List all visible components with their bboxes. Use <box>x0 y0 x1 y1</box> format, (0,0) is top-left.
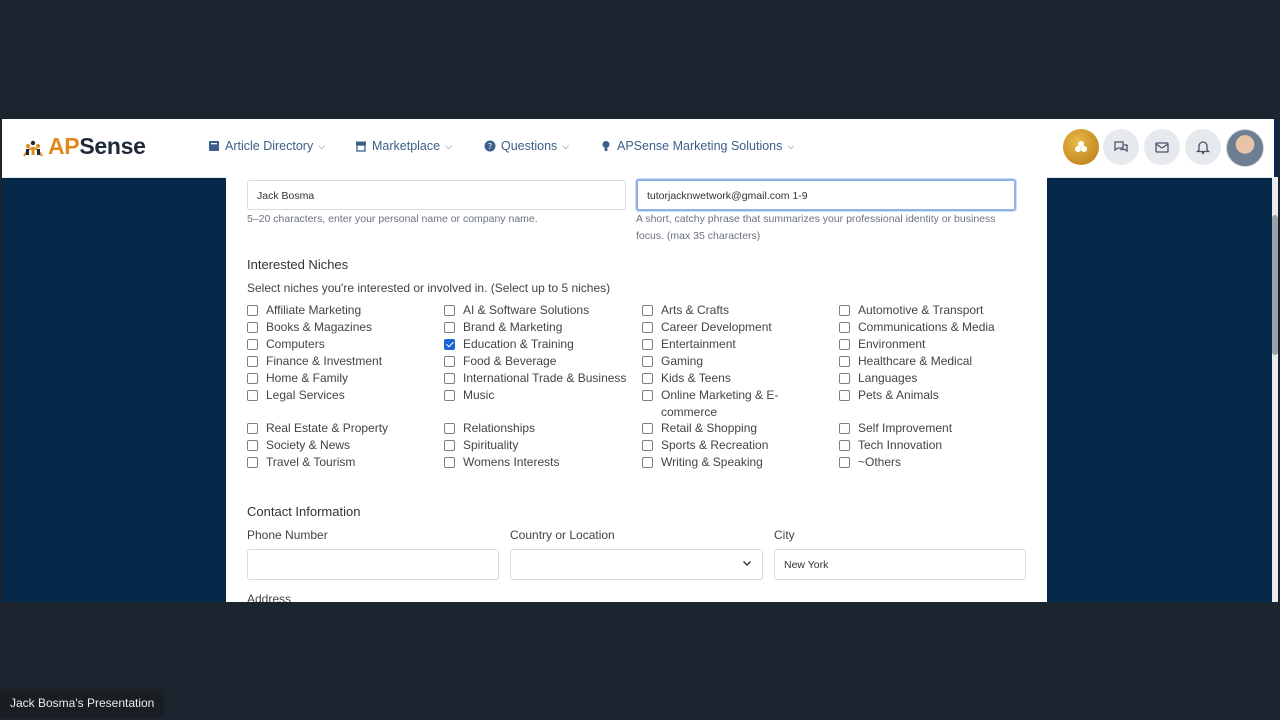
niche-option[interactable] <box>247 387 432 404</box>
niche-option[interactable] <box>642 302 792 319</box>
niche-option[interactable] <box>839 302 1024 319</box>
profile-form <box>226 177 1047 602</box>
country-select[interactable] <box>510 549 763 580</box>
nav-questions[interactable] <box>484 139 569 153</box>
niche-checkbox[interactable] <box>444 356 455 367</box>
chevron-down-icon: ⌵ <box>445 140 452 151</box>
niche-option[interactable] <box>839 336 1024 353</box>
niche-option[interactable] <box>642 387 792 421</box>
niche-label: Sports & Recreation <box>661 438 769 452</box>
niche-checkbox[interactable] <box>642 390 653 401</box>
display-name-hint: 5–20 characters, enter your personal name or company name. <box>247 213 538 225</box>
store-icon <box>355 140 367 152</box>
niche-checkbox[interactable] <box>839 356 850 367</box>
niche-label: Writing & Speaking <box>661 455 763 469</box>
scrollbar-thumb[interactable] <box>1272 215 1278 355</box>
niche-checkbox[interactable] <box>444 390 455 401</box>
niche-checkbox[interactable] <box>839 339 850 350</box>
niche-checkbox[interactable] <box>444 305 455 316</box>
niche-label: Society & News <box>266 438 351 452</box>
niche-label: Finance & Investment <box>266 354 383 368</box>
apps-button[interactable] <box>1063 129 1099 165</box>
chevron-down-icon <box>742 558 752 568</box>
niche-checkbox[interactable] <box>247 322 258 333</box>
niche-option[interactable] <box>839 353 1024 370</box>
niche-checkbox[interactable] <box>839 457 850 468</box>
envelope-icon <box>1154 139 1170 155</box>
niche-checkbox[interactable] <box>247 390 258 401</box>
page-scrollbar[interactable] <box>1272 177 1278 602</box>
niche-label: Online Marketing & E-commerce <box>661 388 779 419</box>
niche-option[interactable] <box>444 420 629 437</box>
niche-option[interactable] <box>642 353 792 370</box>
phone-input[interactable] <box>247 549 499 580</box>
niche-label: Affiliate Marketing <box>266 303 362 317</box>
niche-checkbox[interactable] <box>444 440 455 451</box>
nav-marketing-solutions[interactable] <box>600 139 794 153</box>
niche-label: Self Improvement <box>858 421 953 435</box>
niche-label: Arts & Crafts <box>661 303 730 317</box>
niche-checkbox[interactable] <box>839 305 850 316</box>
niche-checkbox[interactable] <box>444 373 455 384</box>
niche-option[interactable] <box>247 454 432 471</box>
niche-checkbox[interactable] <box>642 373 653 384</box>
niche-checkbox[interactable] <box>247 339 258 350</box>
niche-checkbox[interactable] <box>247 423 258 434</box>
niche-option[interactable] <box>444 454 629 471</box>
chat-button[interactable] <box>1103 129 1139 165</box>
niche-label: AI & Software Solutions <box>463 303 590 317</box>
niche-option[interactable] <box>839 370 1024 387</box>
niche-checkbox[interactable] <box>642 339 653 350</box>
niches-title: Interested Niches <box>247 257 349 272</box>
niche-label: Communications & Media <box>858 320 995 334</box>
niche-checkbox[interactable] <box>839 373 850 384</box>
niche-option[interactable] <box>839 437 1024 454</box>
bell-icon <box>1195 139 1211 155</box>
niche-checkbox[interactable] <box>247 440 258 451</box>
niche-option[interactable] <box>247 370 432 387</box>
presenter-caption: Jack Bosma's Presentation <box>0 689 164 718</box>
niche-checkbox[interactable] <box>642 423 653 434</box>
user-avatar[interactable] <box>1226 129 1264 167</box>
chat-bubbles-icon <box>1113 139 1129 155</box>
niche-label: Career Development <box>661 320 772 334</box>
tagline-hint-line1: A short, catchy phrase that summarizes your professional identity or business <box>636 213 996 225</box>
question-circle-icon <box>484 140 496 152</box>
niche-checkbox[interactable] <box>642 356 653 367</box>
niche-option[interactable] <box>444 319 629 336</box>
nav-article-directory[interactable] <box>208 139 325 153</box>
niche-label: Healthcare & Medical <box>858 354 973 368</box>
niche-label: Computers <box>266 337 325 351</box>
niche-option[interactable] <box>247 336 432 353</box>
country-label: Country or Location <box>510 528 615 542</box>
apsense-logo[interactable] <box>22 133 146 160</box>
cubes-icon <box>1073 139 1089 155</box>
niche-label: Languages <box>858 371 918 385</box>
niche-checkbox[interactable] <box>839 390 850 401</box>
niche-label: Pets & Animals <box>858 388 939 402</box>
niche-label: Travel & Tourism <box>266 455 356 469</box>
niche-label: Environment <box>858 337 926 351</box>
chevron-down-icon: ⌵ <box>562 140 570 151</box>
niches-subtitle: Select niches you're interested or involved in. (Select up to 5 niches) <box>247 281 611 295</box>
niche-label: International Trade & Business <box>463 371 627 385</box>
niche-label: Retail & Shopping <box>661 421 758 435</box>
address-label: Address <box>247 592 292 602</box>
niche-checkbox[interactable] <box>642 305 653 316</box>
niche-option[interactable] <box>444 353 629 370</box>
niche-checkbox[interactable] <box>247 373 258 384</box>
niche-option[interactable] <box>247 420 432 437</box>
nav-label: Marketplace <box>372 139 441 153</box>
niche-option[interactable] <box>247 437 432 454</box>
chevron-down-icon: ⌵ <box>787 140 795 151</box>
niche-option[interactable] <box>839 420 1024 437</box>
niche-label: ~Others <box>858 455 902 469</box>
niche-checkbox[interactable] <box>839 440 850 451</box>
niche-option[interactable] <box>247 302 432 319</box>
niche-checkbox[interactable] <box>444 423 455 434</box>
nav-label: APSense Marketing Solutions <box>617 139 783 153</box>
niche-label: Tech Innovation <box>858 438 943 452</box>
display-name-input[interactable]: Jack Bosma <box>247 180 626 210</box>
city-input[interactable]: New York <box>774 549 1026 580</box>
phone-label: Phone Number <box>247 528 328 542</box>
nav-marketplace[interactable] <box>355 139 452 153</box>
niche-label: Music <box>463 388 495 402</box>
niche-checkbox[interactable] <box>247 457 258 468</box>
contact-title: Contact Information <box>247 504 361 519</box>
niche-label: Relationships <box>463 421 536 435</box>
niche-checkbox[interactable] <box>839 322 850 333</box>
niche-option[interactable] <box>444 437 629 454</box>
niche-label: Real Estate & Property <box>266 421 389 435</box>
city-label: City <box>774 528 795 542</box>
tagline-hint-line2: focus. (max 35 characters) <box>636 230 761 242</box>
niche-label: Home & Family <box>266 371 349 385</box>
niche-label: Books & Magazines <box>266 320 373 334</box>
niche-label: Food & Beverage <box>463 354 557 368</box>
niche-label: Legal Services <box>266 388 345 402</box>
niche-option[interactable] <box>444 302 629 319</box>
niche-checkbox[interactable] <box>642 440 653 451</box>
niche-checkbox[interactable] <box>444 457 455 468</box>
niche-checkbox[interactable] <box>247 305 258 316</box>
niche-checkbox[interactable] <box>444 322 455 333</box>
niche-checkbox[interactable] <box>642 322 653 333</box>
niche-label: Entertainment <box>661 337 736 351</box>
top-navbar <box>2 119 1274 178</box>
niche-option[interactable] <box>642 437 792 454</box>
niche-checkbox[interactable] <box>247 356 258 367</box>
niche-option[interactable] <box>247 319 432 336</box>
svg-text:?: ? <box>487 142 493 151</box>
niche-option[interactable] <box>444 387 629 404</box>
niche-option[interactable] <box>642 336 792 353</box>
logo-people-icon <box>22 136 44 158</box>
chevron-down-icon: ⌵ <box>318 140 326 151</box>
niche-option[interactable] <box>247 353 432 370</box>
niche-option[interactable] <box>839 454 1024 471</box>
niche-label: Gaming <box>661 354 704 368</box>
niche-label: Education & Training <box>463 337 574 351</box>
niche-label: Brand & Marketing <box>463 320 563 334</box>
niche-checkbox[interactable] <box>642 457 653 468</box>
niche-label: Automotive & Transport <box>858 303 984 317</box>
messages-button[interactable] <box>1144 129 1180 165</box>
niche-option[interactable] <box>839 319 1024 336</box>
niche-option[interactable] <box>642 420 792 437</box>
niche-option[interactable] <box>444 336 629 353</box>
niche-label: Womens Interests <box>463 455 560 469</box>
niche-option[interactable] <box>642 370 792 387</box>
book-icon <box>208 140 220 152</box>
niche-option[interactable] <box>642 454 792 471</box>
browser-viewport <box>2 119 1278 602</box>
niche-checkbox[interactable] <box>839 423 850 434</box>
tagline-input[interactable]: tutorjacknwetwork@gmail.com 1-9 <box>636 179 1016 211</box>
nav-label: Article Directory <box>225 139 314 153</box>
nav-label: Questions <box>501 139 558 153</box>
lightbulb-icon <box>600 140 612 152</box>
niche-option[interactable] <box>642 319 792 336</box>
niche-checkbox[interactable] <box>444 339 455 350</box>
niche-label: Spirituality <box>463 438 519 452</box>
niche-option[interactable] <box>839 387 1024 404</box>
notifications-button[interactable] <box>1185 129 1221 165</box>
niche-option[interactable] <box>444 370 629 387</box>
niche-label: Kids & Teens <box>661 371 731 385</box>
logo-wordmark: APSense <box>48 133 146 159</box>
